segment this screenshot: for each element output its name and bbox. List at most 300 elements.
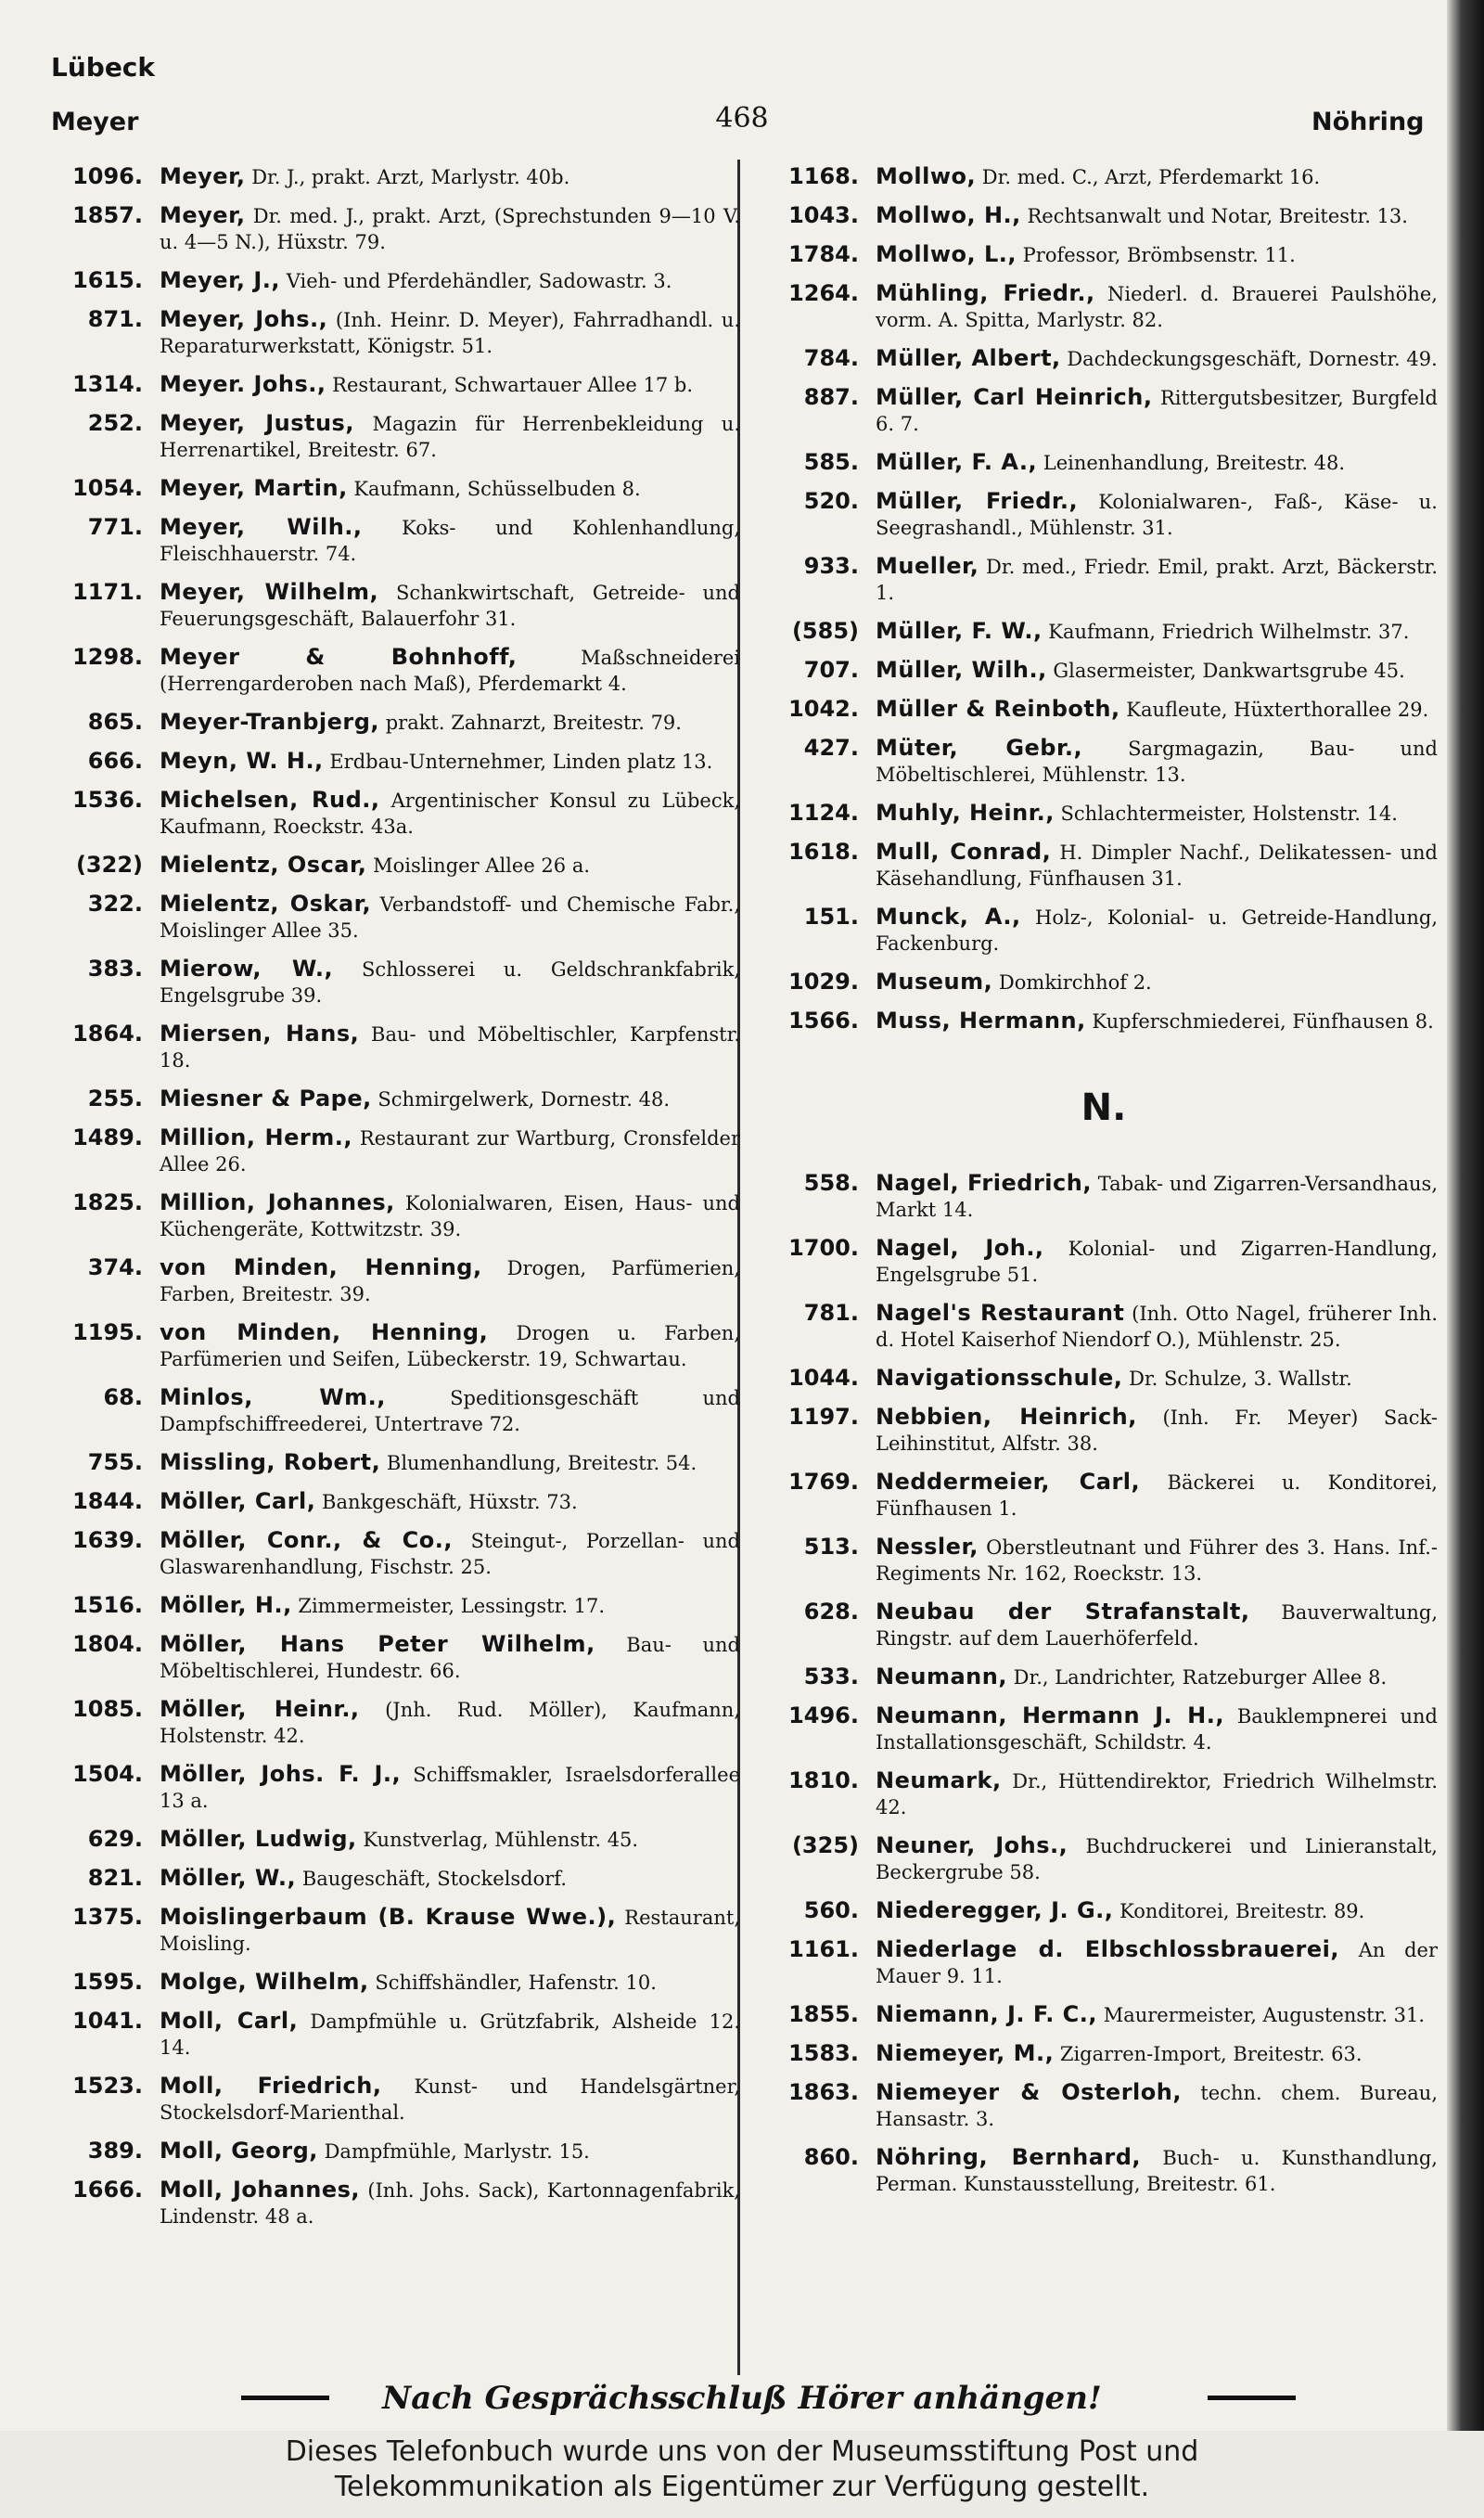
listing-entry: [54, 306, 740, 359]
subscriber-details: Buch- u. Kunsthandlung, Perman. Kunstausstellung, Breitestr. 61.: [876, 2147, 1438, 2195]
phone-number: 1096.: [72, 163, 143, 189]
subscriber-name: Moll, Georg,: [160, 2138, 318, 2164]
phone-number: 628.: [803, 1599, 859, 1625]
subscriber-name: Meyn, W. H.,: [160, 748, 324, 774]
subscriber-name: Müller, F. W.,: [876, 618, 1043, 644]
phone-number: (322): [75, 852, 143, 878]
listing-text: [160, 1488, 740, 1515]
slogan-rule-right: [1208, 2396, 1296, 2400]
phone-number: 755.: [87, 1449, 143, 1475]
subscriber-details: Kunst- und Handelsgärtner, Stockelsdorf-Marienthal.: [160, 2075, 740, 2124]
phone-number: 1264.: [788, 280, 859, 306]
subscriber-details: Konditorei, Breitestr. 89.: [1113, 1900, 1365, 1922]
subscriber-name: Neuner, Johs.,: [876, 1832, 1068, 1858]
phone-number: 1666.: [72, 2177, 143, 2203]
listing-text: [160, 644, 740, 697]
listing-entry: [770, 800, 1438, 827]
subscriber-name: Meyer, Martin,: [160, 475, 348, 501]
subscriber-name: Neumann,: [876, 1664, 1007, 1689]
phone-number: 533.: [803, 1664, 859, 1689]
listing-entry: [770, 1235, 1438, 1288]
phone-number: 871.: [87, 306, 143, 332]
listing-text: [876, 1235, 1438, 1288]
phone-number: 558.: [803, 1170, 859, 1196]
subscriber-name: Missling, Robert,: [160, 1449, 381, 1475]
listing-text: [160, 956, 740, 1008]
phone-number: 383.: [87, 956, 143, 982]
subscriber-details: Kolonial- und Zigarren-Handlung, Engelsgrube 51.: [876, 1238, 1438, 1286]
listing-entry: [770, 1300, 1438, 1353]
subscriber-name: Munck, A.,: [876, 904, 1021, 930]
listing-text: [876, 1897, 1438, 1924]
listing-entry: [770, 657, 1438, 684]
subscriber-details: Argentinischer Konsul zu Lübeck, Kaufmann, Roeckstr. 43a.: [160, 790, 740, 838]
subscriber-name: Nebbien, Heinrich,: [876, 1404, 1137, 1430]
listing-text: [160, 1189, 740, 1242]
listing-entry: [54, 1021, 740, 1073]
phone-number: 520.: [803, 488, 859, 514]
listing-entry: [54, 1631, 740, 1684]
phone-number: 1171.: [72, 579, 143, 605]
listing-text: [876, 1664, 1438, 1690]
subscriber-name: Mühling, Friedr.,: [876, 280, 1095, 306]
listing-text: [160, 852, 740, 879]
subscriber-details: Kaufmann, Friedrich Wilhelmstr. 37.: [1042, 621, 1410, 643]
subscriber-details: Steingut-, Porzellan- und Glaswarenhandlung, Fischstr. 25.: [160, 1530, 740, 1578]
listing-entry: [54, 2073, 740, 2126]
footer-line-2: Telekommunikation als Eigentümer zur Verfügung gestellt.: [334, 2471, 1150, 2503]
phone-number: 1595.: [72, 1969, 143, 1995]
phone-number: 1523.: [72, 2073, 143, 2099]
subscriber-details: Kupferschmiederei, Fünfhausen 8.: [1085, 1010, 1434, 1033]
subscriber-details: Glasermeister, Dankwartsgrube 45.: [1046, 660, 1405, 682]
listing-entry: [54, 1826, 740, 1853]
phone-number: 68.: [103, 1384, 143, 1410]
listing-entry: [770, 345, 1438, 372]
subscriber-name: Meyer,: [160, 163, 246, 189]
subscriber-name: Moll, Carl,: [160, 2008, 299, 2034]
phone-number: 1864.: [72, 1021, 143, 1047]
listing-text: [876, 1702, 1438, 1755]
phone-number: 860.: [803, 2144, 859, 2170]
subscriber-name: Museum,: [876, 969, 993, 995]
listing-entry: [54, 2138, 740, 2165]
phone-number: 1784.: [788, 241, 859, 267]
listing-text: [160, 1124, 740, 1177]
subscriber-details: Oberstleutnant und Führer des 3. Hans. Inf.-Regiments Nr. 162, Roeckstr. 13.: [876, 1536, 1438, 1585]
subscriber-name: Neumann, Hermann J. H.,: [876, 1702, 1224, 1728]
listing-entry: [54, 1086, 740, 1112]
subscriber-name: Moll, Friedrich,: [160, 2073, 382, 2099]
subscriber-details: Kolonialwaren, Eisen, Haus- und Küchengeräte, Kottwitzstr. 39.: [160, 1192, 740, 1240]
subscriber-details: (Inh. Johs. Sack), Kartonnagenfabrik, Lindenstr. 48 a.: [160, 2179, 740, 2228]
page-number: 468: [715, 102, 769, 135]
phone-number: 151.: [803, 904, 859, 930]
listing-entry: [54, 514, 740, 567]
section-letter: N.: [1081, 1086, 1127, 1129]
listing-text: [160, 1969, 740, 1996]
listing-text: [160, 410, 740, 463]
listing-text: [160, 2177, 740, 2229]
listing-text: [876, 1767, 1438, 1820]
subscriber-name: Möller, Carl,: [160, 1488, 316, 1514]
listing-text: [160, 1384, 740, 1437]
subscriber-name: Mueller,: [876, 553, 979, 579]
phone-number: 1583.: [788, 2040, 859, 2066]
subscriber-details: H. Dimpler Nachf., Delikatessen- und Käsehandlung, Fünfhausen 31.: [876, 841, 1438, 890]
phone-number: 513.: [803, 1534, 859, 1560]
phone-number: 629.: [87, 1826, 143, 1852]
slogan: Nach Gesprächsschluß Hörer anhängen!: [382, 2380, 1102, 2417]
listing-text: [160, 1826, 740, 1853]
phone-number: 666.: [87, 748, 143, 774]
phone-number: 252.: [87, 410, 143, 436]
listing-text: [876, 1832, 1438, 1885]
subscriber-name: Neumark,: [876, 1767, 1002, 1793]
phone-number: 585.: [803, 449, 859, 475]
phone-number: 1161.: [788, 1936, 859, 1962]
phone-number: 1618.: [788, 839, 859, 865]
listing-text: [876, 1008, 1438, 1034]
listing-entry: [770, 202, 1438, 229]
subscriber-name: Möller, Ludwig,: [160, 1826, 357, 1852]
phone-number: 1298.: [72, 644, 143, 670]
listing-text: [876, 1534, 1438, 1587]
listing-entry: [54, 1488, 740, 1515]
listing-text: [876, 1469, 1438, 1522]
subscriber-name: Neubau der Strafanstalt,: [876, 1599, 1250, 1625]
phone-number: 1085.: [72, 1696, 143, 1722]
phone-number: 1566.: [788, 1008, 859, 1034]
listing-entry: [54, 787, 740, 840]
subscriber-details: (Inh. Fr. Meyer) Sack-Leihinstitut, Alfstr. 38.: [876, 1407, 1439, 1455]
phone-number: 865.: [87, 709, 143, 735]
subscriber-details: Dachdeckungsgeschäft, Dornestr. 49.: [1060, 348, 1438, 370]
phone-number: (585): [791, 618, 859, 644]
subscriber-name: Meyer, J.,: [160, 267, 281, 293]
subscriber-details: Drogen, Parfümerien, Farben, Breitestr. 39.: [160, 1257, 740, 1305]
right-column-m-entries: [770, 163, 1438, 1034]
subscriber-name: Nagel, Friedrich,: [876, 1170, 1092, 1196]
subscriber-name: Moislingerbaum (B. Krause Wwe.),: [160, 1904, 617, 1930]
listing-text: [876, 1300, 1438, 1353]
subscriber-details: Restaurant zur Wartburg, Cronsfelder Allee 26.: [160, 1127, 740, 1175]
subscriber-name: Möller, Johs. F. J.,: [160, 1761, 402, 1787]
header-first-name: Meyer: [51, 108, 139, 136]
subscriber-details: Magazin für Herrenbekleidung u. Herrenartikel, Breitestr. 67.: [160, 413, 740, 461]
subscriber-details: Domkirchhof 2.: [992, 971, 1152, 994]
phone-number: 1043.: [788, 202, 859, 228]
listing-entry: [54, 644, 740, 697]
subscriber-name: Muss, Hermann,: [876, 1008, 1086, 1034]
listing-entry: [54, 1592, 740, 1619]
subscriber-details: Leinenhandlung, Breitestr. 48.: [1037, 452, 1346, 474]
subscriber-details: Baugeschäft, Stockelsdorf.: [296, 1868, 568, 1890]
phone-number: 1804.: [72, 1631, 143, 1657]
subscriber-details: Bäckerei u. Konditorei, Fünfhausen 1.: [876, 1471, 1438, 1520]
subscriber-name: Mielentz, Oscar,: [160, 852, 367, 878]
listing-entry: [54, 852, 740, 879]
phone-number: 1029.: [788, 969, 859, 995]
subscriber-details: Dr. med., Friedr. Emil, prakt. Arzt, Bäckerstr. 1.: [876, 556, 1438, 604]
listing-entry: [54, 579, 740, 632]
subscriber-details: Drogen u. Farben, Parfümerien und Seifen, Lübeckerstr. 19, Schwartau.: [160, 1322, 740, 1370]
phone-number: 322.: [87, 891, 143, 917]
listing-entry: [54, 709, 740, 736]
subscriber-name: von Minden, Henning,: [160, 1319, 489, 1345]
listing-entry: [770, 1170, 1438, 1223]
subscriber-details: Schmirgelwerk, Dornestr. 48.: [371, 1088, 671, 1111]
footer-notice: [0, 2434, 1484, 2518]
phone-number: 1825.: [72, 1189, 143, 1215]
listing-text: [876, 2144, 1438, 2197]
listing-entry: [54, 163, 740, 190]
phone-number: 1516.: [72, 1592, 143, 1618]
subscriber-details: Bankgeschäft, Hüxstr. 73.: [315, 1491, 578, 1513]
phone-number: 1044.: [788, 1365, 859, 1391]
subscriber-details: Speditionsgeschäft und Dampfschiffreederei, Untertrave 72.: [160, 1387, 740, 1435]
subscriber-name: Niemann, J. F. C.,: [876, 2001, 1098, 2027]
subscriber-name: Meyer,: [160, 202, 246, 228]
subscriber-name: Miesner & Pape,: [160, 1086, 372, 1111]
listing-entry: [54, 1124, 740, 1177]
subscriber-details: Schiffshändler, Hafenstr. 10.: [368, 1972, 657, 1994]
phone-number: 1168.: [788, 163, 859, 189]
phone-number: 1042.: [788, 696, 859, 722]
subscriber-details: Schlosserei u. Geldschrankfabrik, Engelsgrube 39.: [160, 958, 740, 1007]
subscriber-name: Niederegger, J. G.,: [876, 1897, 1114, 1923]
listing-text: [876, 202, 1438, 229]
right-column: [770, 163, 1438, 2209]
subscriber-details: prakt. Zahnarzt, Breitestr. 79.: [379, 712, 682, 734]
phone-number: 821.: [87, 1865, 143, 1891]
subscriber-name: Nagel's Restaurant: [876, 1300, 1125, 1326]
listing-entry: [770, 1767, 1438, 1820]
book-spine-shadow: [1447, 0, 1484, 2431]
listing-text: [160, 475, 740, 502]
listing-text: [876, 449, 1438, 476]
listing-entry: [770, 969, 1438, 996]
subscriber-name: Nöhring, Bernhard,: [876, 2144, 1142, 2170]
phone-number: 933.: [803, 553, 859, 579]
subscriber-name: Möller, W.,: [160, 1865, 297, 1891]
subscriber-name: Miersen, Hans,: [160, 1021, 360, 1047]
phone-number: 1314.: [72, 371, 143, 397]
listing-entry: [770, 1702, 1438, 1755]
subscriber-name: Müller, Albert,: [876, 345, 1061, 371]
subscriber-name: Meyer & Bohnhoff,: [160, 644, 518, 670]
subscriber-details: Verbandstoff- und Chemische Fabr., Moislinger Allee 35.: [160, 893, 740, 942]
listing-text: [160, 371, 740, 398]
listing-entry: [770, 904, 1438, 957]
listing-text: [876, 904, 1438, 957]
listing-text: [876, 345, 1438, 372]
listing-entry: [54, 2177, 740, 2229]
subscriber-details: Maurermeister, Augustenstr. 31.: [1097, 2004, 1426, 2026]
subscriber-name: Million, Herm.,: [160, 1124, 352, 1150]
subscriber-name: Mollwo,: [876, 163, 977, 189]
listing-entry: [770, 1897, 1438, 1924]
subscriber-details: (Inh. Heinr. D. Meyer), Fahrradhandl. u. Reparaturwerkstatt, Königstr. 51.: [160, 309, 740, 357]
subscriber-details: (Inh. Otto Nagel, früherer Inh. d. Hotel Kaiserhof Niendorf O.), Mühlenstr. 25.: [876, 1303, 1438, 1351]
listing-text: [876, 969, 1438, 996]
subscriber-details: Kaufmann, Schüsselbuden 8.: [347, 478, 641, 500]
phone-number: 427.: [803, 735, 859, 761]
listing-text: [160, 1319, 740, 1372]
listing-text: [876, 1936, 1438, 1989]
phone-number: 707.: [803, 657, 859, 683]
listing-entry: [770, 1365, 1438, 1392]
subscriber-name: Navigationsschule,: [876, 1365, 1123, 1391]
subscriber-details: Dr. J., prakt. Arzt, Marlystr. 40b.: [245, 166, 570, 188]
phone-number: 374.: [87, 1254, 143, 1280]
subscriber-name: Müter, Gebr.,: [876, 735, 1083, 761]
subscriber-name: Mollwo, L.,: [876, 241, 1017, 267]
subscriber-details: Schlachtermeister, Holstenstr. 14.: [1054, 803, 1398, 825]
listing-text: [160, 1086, 740, 1112]
subscriber-details: Erdbau-Unternehmer, Linden platz 13.: [323, 751, 713, 773]
subscriber-details: Buchdruckerei und Linieranstalt, Beckergrube 58.: [876, 1835, 1438, 1883]
listing-entry: [770, 488, 1438, 541]
phone-number: 1195.: [72, 1319, 143, 1345]
listing-entry: [770, 1008, 1438, 1034]
listing-text: [876, 696, 1438, 723]
listing-entry: [54, 956, 740, 1008]
listing-entry: [54, 1696, 740, 1749]
subscriber-name: Niemeyer & Osterloh,: [876, 2079, 1182, 2105]
listing-entry: [770, 163, 1438, 190]
subscriber-name: Mull, Conrad,: [876, 839, 1052, 865]
listing-entry: [770, 2001, 1438, 2028]
listing-text: [876, 280, 1438, 333]
listing-entry: [54, 371, 740, 398]
subscriber-name: Neddermeier, Carl,: [876, 1469, 1141, 1495]
phone-number: 255.: [87, 1086, 143, 1111]
listing-text: [876, 800, 1438, 827]
subscriber-details: Bau- und Möbeltischlerei, Hundestr. 66.: [160, 1634, 740, 1682]
phone-number: (325): [791, 1832, 859, 1858]
listing-text: [160, 787, 740, 840]
listing-entry: [54, 267, 740, 294]
subscriber-name: Müller, Wilh.,: [876, 657, 1047, 683]
phone-number: 1639.: [72, 1527, 143, 1553]
listing-text: [160, 1761, 740, 1814]
listing-text: [876, 553, 1438, 606]
listing-text: [160, 1254, 740, 1307]
subscriber-details: Dampfmühle u. Grützfabrik, Alsheide 12. 14.: [160, 2011, 740, 2059]
phone-number: 1615.: [72, 267, 143, 293]
listing-text: [160, 1592, 740, 1619]
subscriber-details: (Jnh. Rud. Möller), Kaufmann, Holstenstr. 42.: [160, 1699, 740, 1747]
listing-text: [876, 2079, 1438, 2132]
subscriber-name: Million, Johannes,: [160, 1189, 395, 1215]
subscriber-details: Kaufleute, Hüxterthorallee 29.: [1119, 699, 1429, 721]
listing-text: [876, 1170, 1438, 1223]
listing-text: [876, 163, 1438, 190]
phone-number: 1855.: [788, 2001, 859, 2027]
subscriber-details: Vieh- und Pferdehändler, Sadowastr. 3.: [280, 270, 672, 292]
listing-entry: [54, 1865, 740, 1892]
subscriber-details: An der Mauer 9. 11.: [876, 1939, 1438, 1987]
listing-entry: [770, 2144, 1438, 2197]
subscriber-name: Mielentz, Oskar,: [160, 891, 372, 917]
subscriber-details: Dr. Schulze, 3. Wallstr.: [1122, 1368, 1352, 1390]
phone-number: 1863.: [788, 2079, 859, 2105]
listing-text: [876, 1365, 1438, 1392]
listing-text: [160, 1021, 740, 1073]
subscriber-details: Professor, Brömbsenstr. 11.: [1016, 244, 1296, 266]
listing-text: [160, 1631, 740, 1684]
listing-entry: [54, 1384, 740, 1437]
listing-entry: [54, 1319, 740, 1372]
listing-text: [160, 579, 740, 632]
left-column: [54, 163, 740, 2242]
subscriber-name: Möller, H.,: [160, 1592, 292, 1618]
subscriber-details: Zimmermeister, Lessingstr. 17.: [291, 1595, 606, 1617]
listing-text: [876, 241, 1438, 268]
phone-number: 1489.: [72, 1124, 143, 1150]
phone-number: 1054.: [72, 475, 143, 501]
listing-entry: [54, 1904, 740, 1957]
subscriber-details: Dr. med. C., Arzt, Pferdemarkt 16.: [976, 166, 1321, 188]
listing-text: [160, 306, 740, 359]
phone-number: 1536.: [72, 787, 143, 813]
listing-entry: [54, 2008, 740, 2061]
phone-number: 771.: [87, 514, 143, 540]
subscriber-details: Koks- und Kohlenhandlung, Fleischhauerstr. 74.: [160, 517, 741, 565]
subscriber-details: Niederl. d. Brauerei Paulshöhe, vorm. A. Spitta, Marlystr. 82.: [876, 283, 1438, 331]
subscriber-name: Muhly, Heinr.,: [876, 800, 1055, 826]
phone-number: 887.: [803, 384, 859, 410]
listing-entry: [770, 384, 1438, 437]
listing-entry: [54, 1189, 740, 1242]
listing-entry: [770, 839, 1438, 892]
listing-text: [160, 267, 740, 294]
listing-text: [160, 1696, 740, 1749]
subscriber-name: Meyer, Wilhelm,: [160, 579, 379, 605]
listing-text: [160, 1904, 740, 1957]
listing-text: [876, 735, 1438, 788]
subscriber-details: Bauklempnerei und Installationsgeschäft, Schildstr. 4.: [876, 1705, 1438, 1754]
listing-text: [876, 1404, 1438, 1457]
phone-number: 560.: [803, 1897, 859, 1923]
listing-entry: [54, 475, 740, 502]
listing-entry: [770, 1534, 1438, 1587]
subscriber-details: Rechtsanwalt und Notar, Breitestr. 13.: [1020, 205, 1408, 227]
subscriber-name: Möller, Heinr.,: [160, 1696, 360, 1722]
phone-number: 389.: [87, 2138, 143, 2164]
phone-number: 1810.: [788, 1767, 859, 1793]
listing-entry: [54, 748, 740, 775]
listing-text: [876, 488, 1438, 541]
listing-entry: [770, 1936, 1438, 1989]
subscriber-name: Meyer-Tranbjerg,: [160, 709, 380, 735]
listing-entry: [770, 696, 1438, 723]
header-last-name: Nöhring: [1311, 108, 1425, 136]
listing-entry: [770, 241, 1438, 268]
listing-entry: [54, 1969, 740, 1996]
subscriber-details: Moislinger Allee 26 a.: [366, 854, 591, 877]
listing-entry: [770, 2079, 1438, 2132]
phone-number: 1769.: [788, 1469, 859, 1495]
subscriber-details: Schankwirtschaft, Getreide- und Feuerungsgeschäft, Balauerfohr 31.: [160, 582, 740, 630]
listing-text: [160, 202, 740, 255]
subscriber-details: Bau- und Möbeltischler, Karpfenstr. 18.: [160, 1023, 740, 1072]
listing-entry: [54, 1254, 740, 1307]
header-city: Lübeck: [51, 52, 156, 83]
listing-text: [160, 709, 740, 736]
phone-number: 1844.: [72, 1488, 143, 1514]
